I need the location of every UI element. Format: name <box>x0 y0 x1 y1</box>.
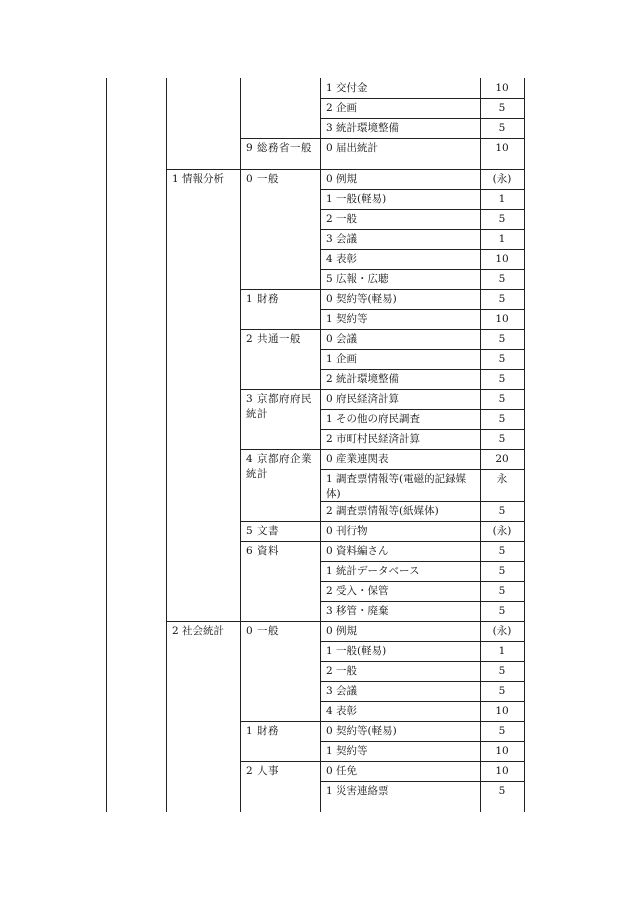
retention-value: 5 <box>498 122 506 134</box>
retention-value: 5 <box>498 293 506 305</box>
subcategory-label: 0 一般 <box>246 173 280 185</box>
item-label: 1 企画 <box>326 353 358 365</box>
item-label: 2 統計環境整備 <box>326 373 400 385</box>
item-label: 2 企画 <box>326 102 358 114</box>
retention-value: 5 <box>498 545 506 557</box>
retention-value: 10 <box>495 705 509 717</box>
retention-value: 5 <box>498 393 506 405</box>
row-rule <box>320 209 524 210</box>
subcategory-label: 0 一般 <box>246 625 280 637</box>
column-rule-2 <box>240 78 241 812</box>
subcategory-label: 4 京都府企業統計 <box>246 453 313 480</box>
column-rule-5 <box>524 78 525 812</box>
subcategory-label: 1 財務 <box>246 293 280 305</box>
item-label: 0 府民経済計算 <box>326 393 400 405</box>
subcategory-label: 6 資料 <box>246 545 280 557</box>
retention-value: 10 <box>495 82 509 94</box>
retention-value: (永) <box>492 173 512 185</box>
retention-value: 5 <box>498 685 506 697</box>
item-label: 2 受入・保管 <box>326 585 389 597</box>
item-label: 1 一般(軽易) <box>326 645 387 657</box>
retention-value: (永) <box>492 525 512 537</box>
retention-value: 5 <box>498 273 506 285</box>
retention-value: 5 <box>498 373 506 385</box>
row-rule <box>320 521 524 522</box>
row-rule <box>320 189 524 190</box>
item-label: 0 任免 <box>326 765 358 777</box>
item-label: 0 産業連関表 <box>326 453 389 465</box>
row-rule <box>320 641 524 642</box>
row-rule <box>320 118 524 119</box>
retention-value: 10 <box>495 142 509 154</box>
item-label: 0 契約等(軽易) <box>326 293 397 305</box>
item-label: 2 一般 <box>326 213 358 225</box>
row-rule <box>320 701 524 702</box>
retention-value: 10 <box>495 765 509 777</box>
retention-value: 5 <box>498 785 506 797</box>
retention-value: 1 <box>498 233 506 245</box>
retention-value: 5 <box>498 565 506 577</box>
item-label: 2 市町村民経済計算 <box>326 433 421 445</box>
subcategory-label: 2 人事 <box>246 765 280 777</box>
row-rule <box>320 449 524 450</box>
column-rule-1 <box>166 78 167 812</box>
row-rule <box>320 581 524 582</box>
row-rule <box>320 469 524 470</box>
retention-value: 5 <box>498 102 506 114</box>
item-label: 1 一般(軽易) <box>326 193 387 205</box>
item-label: 5 広報・広聴 <box>326 273 389 285</box>
item-label: 3 移管・廃棄 <box>326 605 389 617</box>
item-label: 0 届出統計 <box>326 142 379 154</box>
row-rule <box>320 561 524 562</box>
retention-value: 5 <box>498 665 506 677</box>
retention-value: 5 <box>498 333 506 345</box>
row-rule <box>320 681 524 682</box>
row-rule <box>320 289 524 290</box>
item-label: 1 契約等 <box>326 745 368 757</box>
retention-value: 1 <box>498 193 506 205</box>
item-label: 0 資料編さん <box>326 545 389 557</box>
subcategory-label: 1 財務 <box>246 725 280 737</box>
row-rule <box>320 781 524 782</box>
row-rule <box>320 721 524 722</box>
retention-value: 10 <box>495 253 509 265</box>
item-label: 1 交付金 <box>326 82 368 94</box>
row-rule <box>320 349 524 350</box>
item-label: 4 表彰 <box>326 253 358 265</box>
row-rule <box>320 169 524 170</box>
item-label: 3 統計環境整備 <box>326 122 400 134</box>
retention-value: 20 <box>495 453 509 465</box>
item-label: 3 会議 <box>326 233 358 245</box>
retention-value: 10 <box>495 745 509 757</box>
item-label: 1 災害連絡票 <box>326 785 389 797</box>
subcategory-label: 5 文書 <box>246 525 280 537</box>
item-label: 0 例規 <box>326 173 358 185</box>
item-label: 1 統計データベース <box>326 565 420 577</box>
retention-value: (永) <box>492 625 512 637</box>
row-rule <box>320 389 524 390</box>
retention-value: 5 <box>498 725 506 737</box>
item-label: 2 調査票情報等(紙媒体) <box>326 505 439 517</box>
row-rule <box>320 761 524 762</box>
item-label: 0 会議 <box>326 333 358 345</box>
retention-value: 1 <box>498 645 506 657</box>
item-label: 0 刊行物 <box>326 525 368 537</box>
row-rule <box>320 741 524 742</box>
retention-value: 5 <box>498 353 506 365</box>
retention-value: 永 <box>496 473 508 485</box>
row-rule <box>320 98 524 99</box>
item-label: 0 例規 <box>326 625 358 637</box>
item-label: 4 表彰 <box>326 705 358 717</box>
item-label: 3 会議 <box>326 685 358 697</box>
item-label: 1 その他の府民調査 <box>326 413 421 425</box>
item-label: 1 契約等 <box>326 313 368 325</box>
row-rule <box>320 309 524 310</box>
row-rule <box>320 138 524 139</box>
row-rule <box>320 369 524 370</box>
column-rule-0 <box>106 78 107 812</box>
item-label: 1 調査票情報等(電磁的記録媒体) <box>326 473 467 500</box>
row-rule <box>320 409 524 410</box>
subcategory-label: 2 共通一般 <box>246 333 302 345</box>
subcategory-label: 3 京都府府民統計 <box>246 393 313 420</box>
retention-value: 5 <box>498 213 506 225</box>
row-rule <box>320 429 524 430</box>
row-rule <box>320 621 524 622</box>
category-label: 1 情報分析 <box>172 173 225 185</box>
subcategory-label: 9 総務省一般 <box>246 142 313 154</box>
retention-value: 5 <box>498 413 506 425</box>
retention-value: 5 <box>498 585 506 597</box>
retention-value: 10 <box>495 313 509 325</box>
row-rule <box>320 329 524 330</box>
retention-value: 5 <box>498 605 506 617</box>
row-rule <box>320 229 524 230</box>
category-label: 2 社会統計 <box>172 625 225 637</box>
retention-value: 5 <box>498 433 506 445</box>
item-label: 0 契約等(軽易) <box>326 725 397 737</box>
row-rule <box>320 249 524 250</box>
item-label: 2 一般 <box>326 665 358 677</box>
row-rule <box>320 269 524 270</box>
row-rule <box>320 601 524 602</box>
row-rule <box>320 541 524 542</box>
row-rule <box>320 661 524 662</box>
retention-value: 5 <box>498 505 506 517</box>
